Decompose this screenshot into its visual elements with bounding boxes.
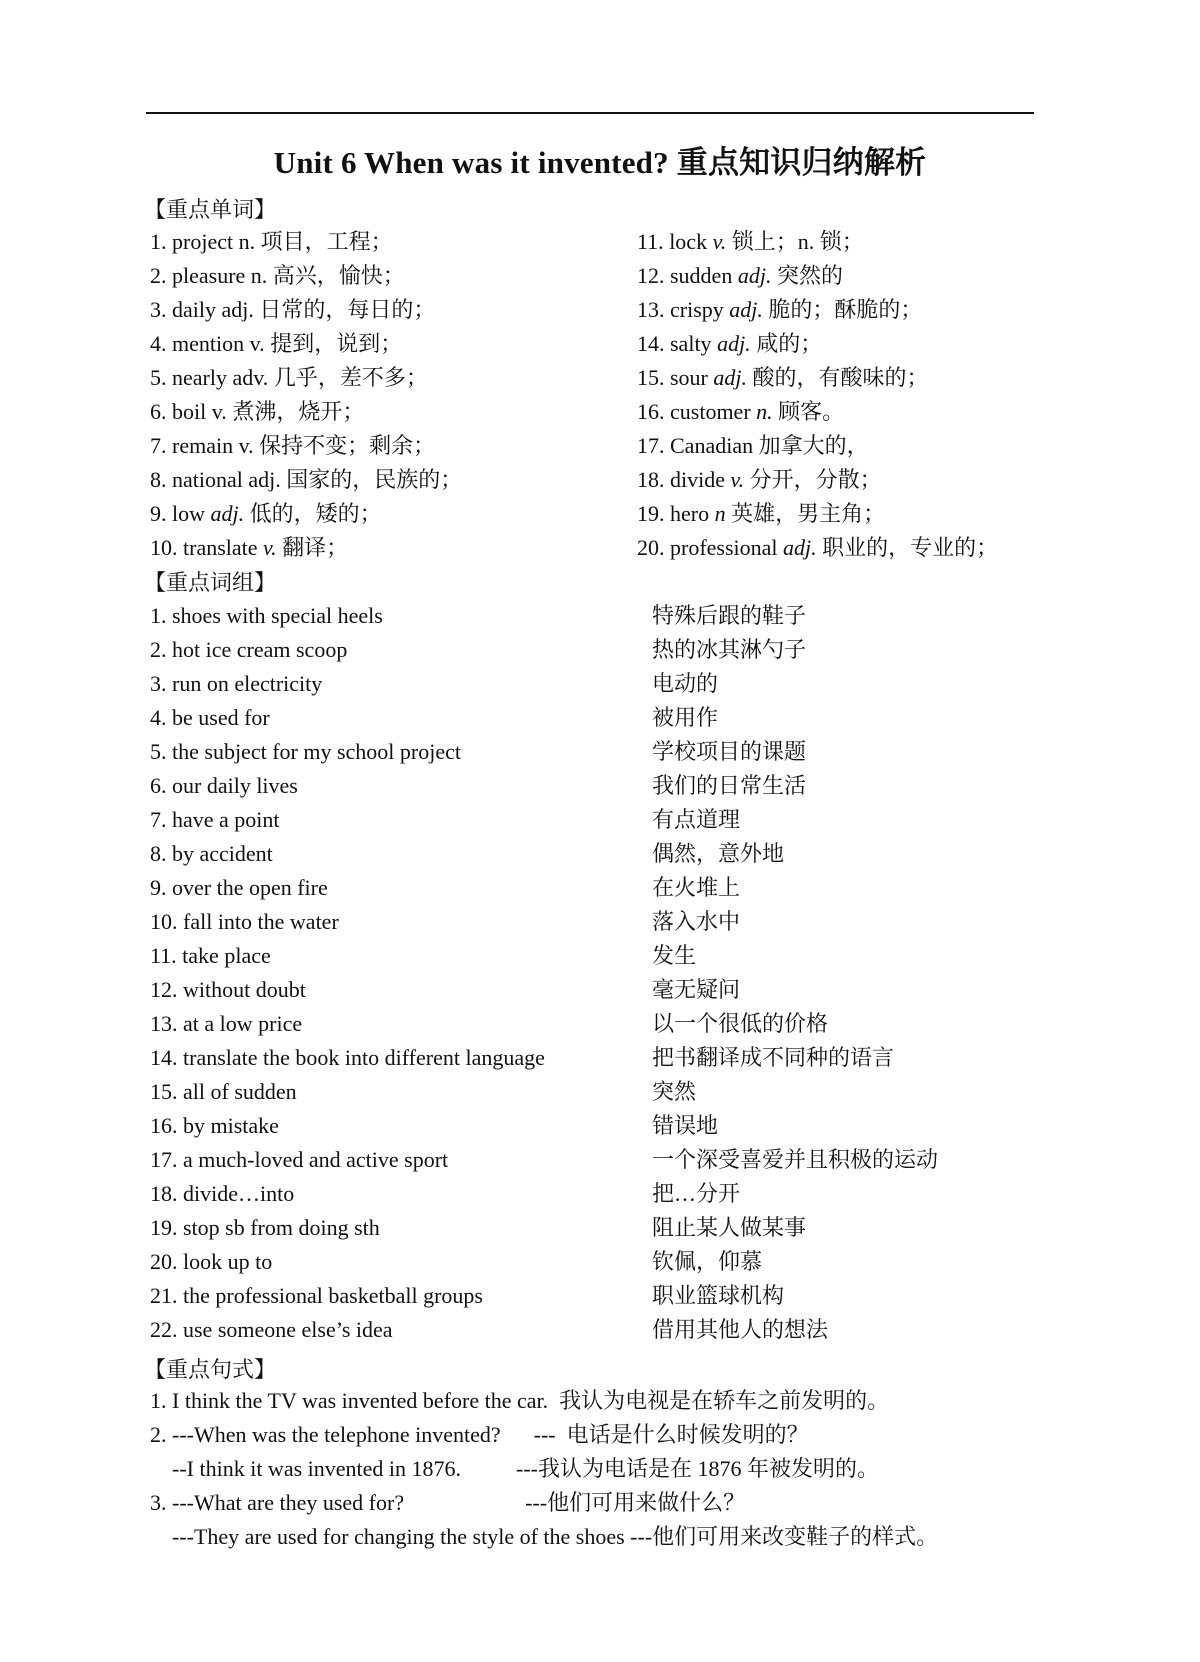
phrase-chinese: 在火堆上 xyxy=(652,875,741,900)
vocab-item xyxy=(637,227,864,257)
phrase-chinese: 电动的 xyxy=(652,671,719,696)
phrase-english: 6. our daily lives xyxy=(150,773,298,798)
phrase-english: 13. at a low price xyxy=(150,1011,303,1036)
vocab-pos: n. xyxy=(756,399,779,424)
vocab-word: sudden xyxy=(670,263,738,288)
vocab-meaning: 英雄，男主角； xyxy=(731,501,886,526)
vocab-item xyxy=(637,363,929,393)
vocab-item xyxy=(150,261,405,291)
vocab-pos: v. xyxy=(263,535,283,560)
phrase-english: 11. take place xyxy=(150,943,271,968)
vocab-pos: adv. xyxy=(232,365,274,390)
phrase-chinese: 突然 xyxy=(652,1079,697,1104)
vocab-number: 6. xyxy=(150,399,172,424)
phrase-english: 5. the subject for my school project xyxy=(150,739,461,764)
vocab-word: divide xyxy=(670,467,731,492)
vocab-pos: adj. xyxy=(713,365,753,390)
phrase-english: 19. stop sb from doing sth xyxy=(150,1215,380,1240)
vocab-number: 9. xyxy=(150,501,172,526)
vocab-number: 10. xyxy=(150,535,183,560)
phrase-english: 7. have a point xyxy=(150,807,280,832)
phrase-chinese: 把书翻译成不同种的语言 xyxy=(652,1045,895,1070)
phrase-english: 10. fall into the water xyxy=(150,909,339,934)
phrase-english: 1. shoes with special heels xyxy=(150,603,383,628)
vocab-pos: v. xyxy=(249,331,271,356)
vocab-pos: adj. xyxy=(717,331,757,356)
phrase-english: 17. a much-loved and active sport xyxy=(150,1147,449,1172)
vocab-item xyxy=(637,533,998,563)
vocab-pos: adj. xyxy=(729,297,769,322)
section-sentences-heading: 【重点句式】 xyxy=(144,1357,277,1382)
phrase-chinese: 阻止某人做某事 xyxy=(652,1215,807,1240)
vocab-pos: adj. xyxy=(210,501,250,526)
vocab-pos: adj. xyxy=(783,535,823,560)
vocab-meaning: 顾客。 xyxy=(778,399,845,424)
vocab-item xyxy=(150,227,393,257)
vocab-pos: n. xyxy=(238,229,261,254)
vocab-pos: v. xyxy=(712,229,732,254)
phrase-english: 21. the professional basketball groups xyxy=(150,1283,483,1308)
vocab-item xyxy=(150,465,462,495)
vocab-pos: n xyxy=(714,501,732,526)
vocab-number: 19. xyxy=(637,501,670,526)
vocab-number: 3. xyxy=(150,297,172,322)
phrase-english: 15. all of sudden xyxy=(150,1079,297,1104)
vocab-word: Canadian xyxy=(670,433,759,458)
vocab-meaning: 突然的 xyxy=(776,263,843,288)
vocab-word: crispy xyxy=(670,297,730,322)
vocab-item xyxy=(637,261,843,291)
phrase-chinese: 毫无疑问 xyxy=(652,977,741,1002)
phrase-chinese: 发生 xyxy=(652,943,697,968)
vocab-number: 11. xyxy=(637,229,670,254)
vocab-pos: v. xyxy=(211,399,233,424)
vocab-meaning: 保持不变；剩余； xyxy=(259,433,436,458)
sentence-line: --I think it was invented in 1876. ---我认为电话是在 1876 年被发明的。 xyxy=(150,1456,879,1481)
sentence-line: 3. ---What are they used for? ---他们可用来做什么？ xyxy=(150,1490,746,1515)
phrase-english: 20. look up to xyxy=(150,1249,273,1274)
vocab-meaning: 几乎，差不多； xyxy=(273,365,428,390)
vocab-meaning: 职业的，专业的； xyxy=(822,535,999,560)
vocab-meaning: 项目，工程； xyxy=(260,229,393,254)
vocab-item xyxy=(637,295,922,325)
vocab-item xyxy=(637,397,844,427)
phrase-chinese: 热的冰其淋勺子 xyxy=(652,637,807,662)
vocab-word: remain xyxy=(172,433,239,458)
vocab-number: 20. xyxy=(637,535,670,560)
vocab-item xyxy=(150,295,435,325)
vocab-meaning: 酸的，有酸味的； xyxy=(752,365,929,390)
vocab-pos: adj. xyxy=(737,263,777,288)
vocab-word: customer xyxy=(670,399,757,424)
vocab-meaning: 分开，分散； xyxy=(749,467,882,492)
vocab-meaning: 高兴，愉快； xyxy=(272,263,405,288)
phrase-chinese: 把…分开 xyxy=(652,1181,741,1206)
vocab-number: 13. xyxy=(637,297,670,322)
vocab-item xyxy=(150,363,428,393)
vocab-number: 14. xyxy=(637,331,670,356)
phrase-english: 14. translate the book into different language xyxy=(150,1045,545,1070)
vocab-number: 7. xyxy=(150,433,172,458)
vocab-word: sour xyxy=(670,365,714,390)
vocab-word: nearly xyxy=(172,365,233,390)
vocab-word: boil xyxy=(172,399,212,424)
vocab-number: 2. xyxy=(150,263,172,288)
vocab-word: project xyxy=(172,229,239,254)
phrase-english: 4. be used for xyxy=(150,705,270,730)
phrase-english: 18. divide…into xyxy=(150,1181,295,1206)
sentence-line: ---They are used for changing the style of the shoes ---他们可用来改变鞋子的样式。 xyxy=(150,1524,939,1549)
vocab-meaning: 脆的；酥脆的； xyxy=(768,297,923,322)
phrase-english: 9. over the open fire xyxy=(150,875,328,900)
vocab-number: 16. xyxy=(637,399,670,424)
phrase-chinese: 特殊后跟的鞋子 xyxy=(652,603,807,628)
page-title: Unit 6 When was it invented? 重点知识归纳解析 xyxy=(273,145,927,180)
vocab-word: mention xyxy=(172,331,250,356)
sentence-line: 2. ---When was the telephone invented? --- 电话是什么时候发明的？ xyxy=(150,1422,809,1447)
vocab-item xyxy=(150,533,348,563)
phrase-chinese: 偶然，意外地 xyxy=(652,841,785,866)
vocab-item xyxy=(150,431,435,461)
phrase-english: 2. hot ice cream scoop xyxy=(150,637,348,662)
vocab-number: 15. xyxy=(637,365,670,390)
vocab-meaning: 加拿大的， xyxy=(758,433,869,458)
vocab-meaning: 提到，说到； xyxy=(270,331,403,356)
vocab-meaning: 日常的，每日的； xyxy=(259,297,436,322)
phrase-english: 16. by mistake xyxy=(150,1113,279,1138)
phrase-english: 8. by accident xyxy=(150,841,273,866)
phrase-chinese: 职业篮球机构 xyxy=(652,1283,785,1308)
vocab-pos: n. xyxy=(250,263,273,288)
vocab-word: daily xyxy=(172,297,222,322)
vocab-word: low xyxy=(172,501,211,526)
vocab-item xyxy=(637,329,822,359)
vocab-item xyxy=(637,431,869,461)
vocab-word: translate xyxy=(183,535,264,560)
vocab-number: 17. xyxy=(637,433,670,458)
phrase-chinese: 错误地 xyxy=(652,1113,719,1138)
vocab-number: 18. xyxy=(637,467,670,492)
vocab-word: pleasure xyxy=(172,263,251,288)
vocab-pos: adj. xyxy=(221,297,260,322)
vocab-word: salty xyxy=(670,331,718,356)
header-rule xyxy=(146,112,1034,114)
phrase-chinese: 有点道理 xyxy=(652,807,741,832)
vocab-number: 8. xyxy=(150,467,172,492)
vocab-item xyxy=(637,465,882,495)
phrase-chinese: 学校项目的课题 xyxy=(652,739,807,764)
vocab-item xyxy=(150,329,402,359)
phrase-english: 22. use someone else’s idea xyxy=(150,1317,393,1342)
vocab-item xyxy=(150,397,364,427)
section-phrases-heading: 【重点词组】 xyxy=(144,570,277,595)
phrase-chinese: 钦佩，仰慕 xyxy=(652,1249,763,1274)
vocab-item xyxy=(150,499,382,529)
vocab-pos: adj. xyxy=(248,467,287,492)
phrase-chinese: 落入水中 xyxy=(652,909,741,934)
phrase-english: 3. run on electricity xyxy=(150,671,323,696)
vocab-number: 12. xyxy=(637,263,670,288)
phrase-chinese: 我们的日常生活 xyxy=(652,773,807,798)
vocab-word: hero xyxy=(670,501,715,526)
vocab-word: professional xyxy=(670,535,784,560)
phrase-chinese: 以一个很低的价格 xyxy=(652,1011,829,1036)
phrase-chinese: 一个深受喜爱并且积极的运动 xyxy=(652,1147,939,1172)
vocab-meaning: 翻译； xyxy=(282,535,349,560)
vocab-meaning: 低的，矮的； xyxy=(249,501,382,526)
vocab-meaning: 煮沸，烧开； xyxy=(232,399,365,424)
section-words-heading: 【重点单词】 xyxy=(144,197,277,222)
vocab-meaning: 咸的； xyxy=(756,331,823,356)
vocab-pos: v. xyxy=(730,467,750,492)
vocab-word: lock xyxy=(669,229,713,254)
phrase-english: 12. without doubt xyxy=(150,977,306,1002)
vocab-word: national xyxy=(172,467,249,492)
vocab-pos: v. xyxy=(238,433,260,458)
vocab-number: 4. xyxy=(150,331,172,356)
phrase-chinese: 被用作 xyxy=(652,705,719,730)
vocab-number: 1. xyxy=(150,229,172,254)
vocab-item xyxy=(637,499,885,529)
sentence-line: 1. I think the TV was invented before the car. 我认为电视是在轿车之前发明的。 xyxy=(150,1388,890,1413)
vocab-meaning: 锁上；n. 锁； xyxy=(731,229,864,254)
vocab-number: 5. xyxy=(150,365,172,390)
vocab-meaning: 国家的，民族的； xyxy=(286,467,463,492)
phrase-chinese: 借用其他人的想法 xyxy=(652,1317,829,1342)
